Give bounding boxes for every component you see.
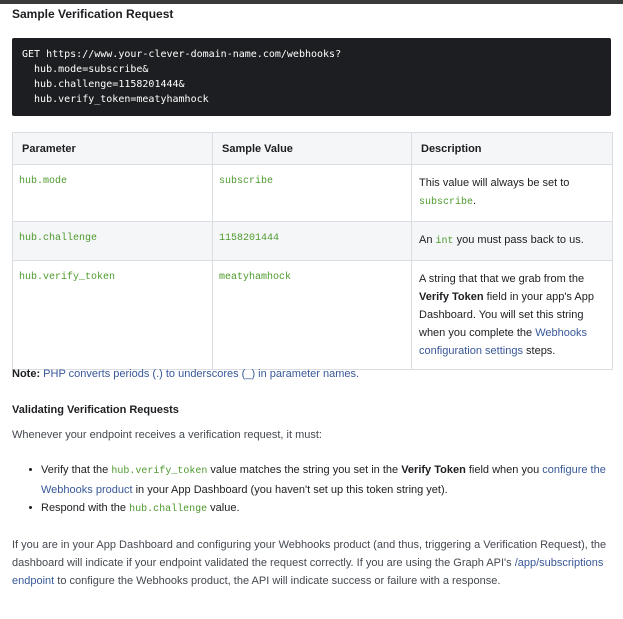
header-parameter: Parameter: [13, 133, 213, 165]
inline-code: hub.challenge: [129, 504, 208, 515]
table-header-row: [13, 133, 613, 165]
webhooks-config-link[interactable]: Webhooks configuration settings: [419, 327, 587, 357]
bold-term: Verify Token: [401, 464, 466, 476]
param-name: hub.verify_token: [19, 272, 116, 283]
list-item: Verify that the hub.verify_token value matches the string you set in the Verify Token field when you configure the Webhooks product in your App Dashboard (you haven't set up this token string yet).: [41, 461, 611, 499]
sample-value: 1158201444: [219, 233, 280, 244]
table-row: [13, 261, 613, 370]
top-border: [0, 0, 623, 4]
php-periods-link[interactable]: PHP converts periods (.) to underscores (_) in parameter names.: [43, 368, 360, 380]
note-paragraph: [12, 368, 359, 380]
final-paragraph: If you are in your App Dashboard and configuring your Webhooks product (and thus, triggering a Verification Request), the dashboard will indicate if your endpoint validated the request correctly. If you are using the Graph API's /app/subscriptions endpoint to configure the Webhooks product, the API will indicate success or failure with a response.: [12, 539, 607, 587]
param-name: hub.mode: [19, 176, 68, 187]
inline-code: hub.verify_token: [111, 466, 208, 477]
param-description: An int you must pass back to us.: [412, 222, 613, 261]
parameters-table: [12, 132, 613, 370]
configure-webhooks-link[interactable]: configure the Webhooks product: [41, 464, 606, 496]
header-sample-value: Sample Value: [213, 133, 412, 165]
sample-value: meatyhamhock: [219, 272, 292, 283]
header-description: Description: [412, 133, 613, 165]
requirements-list: [41, 461, 611, 519]
app-subscriptions-link[interactable]: /app/subscriptions endpoint: [12, 557, 604, 587]
section-heading-validating: Validating Verification Requests: [12, 404, 179, 416]
sample-value: subscribe: [219, 176, 274, 187]
note-label: Note:: [12, 368, 41, 380]
param-description: This value will always be set to subscribe.: [412, 165, 613, 222]
intro-paragraph: Whenever your endpoint receives a verification request, it must:: [12, 429, 322, 441]
bold-term: Verify Token: [419, 291, 484, 303]
param-description: A string that that we grab from the Verify Token field in your app's App Dashboard. You will set this string when you complete the Webhooks configuration settings steps.: [412, 261, 613, 370]
param-name: hub.challenge: [19, 233, 98, 244]
section-heading-sample: Sample Verification Request: [12, 7, 174, 21]
list-item: Respond with the hub.challenge value.: [41, 499, 611, 519]
inline-code: int: [435, 236, 454, 247]
code-block: GET https://www.your-clever-domain-name.com/webhooks? hub.mode=subscribe& hub.challenge=1158201444& hub.verify_token=meatyhamhock: [12, 38, 611, 116]
table-row: [13, 165, 613, 222]
inline-code: subscribe: [419, 197, 474, 208]
table-row: [13, 222, 613, 261]
